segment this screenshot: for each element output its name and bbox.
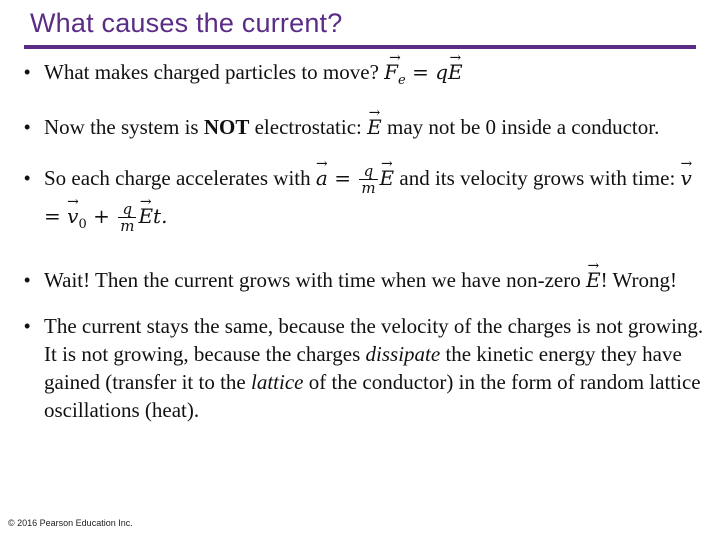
bullet-text: What makes charged particles to move? xyxy=(44,60,385,84)
velocity-equation: → v = → $v_0$ + $\frac{q}{m}$ → Et. xyxy=(44,166,692,228)
bullet-item-4 xyxy=(24,266,704,294)
bullet-item-5 xyxy=(24,312,704,424)
italic-lattice: lattice xyxy=(251,370,304,394)
bullet-icon: • xyxy=(24,270,31,290)
bullet-item-1 xyxy=(24,58,704,95)
field-symbol: → E xyxy=(367,115,382,139)
bullet-text: Now the system is xyxy=(44,115,204,139)
bullet-icon: • xyxy=(24,117,31,137)
bullet-text: The current stays the same, because the velocity of the charges is not growing. It is not growing, because the charges xyxy=(44,314,704,366)
bullet-text: may not be 0 inside a conductor. xyxy=(381,115,660,139)
bullet-text: Wait! Then the current grows with time when we have non-zero xyxy=(44,268,586,292)
copyright-footer: © 2016 Pearson Education Inc. xyxy=(8,518,133,528)
bullet-list xyxy=(24,58,704,424)
bullet-text: the kinetic energy they have gained (transfer it to the xyxy=(44,342,682,394)
bullet-text: So each charge accelerates with xyxy=(44,166,316,190)
bullet-icon: • xyxy=(24,62,31,82)
acceleration-equation: → a = $\frac{q}{m}$ → E xyxy=(316,166,394,190)
bullet-icon: • xyxy=(24,316,31,336)
bullet-item-2 xyxy=(24,113,704,141)
bold-not: NOT xyxy=(203,115,250,139)
bullet-text: and its velocity grows with time: xyxy=(394,166,681,190)
field-symbol: → E xyxy=(586,268,601,292)
bullet-text: ! Wrong! xyxy=(600,268,677,292)
italic-dissipate: dissipate xyxy=(365,342,441,366)
force-equation: → $F_e = q\to E$ xyxy=(384,60,463,84)
bullet-text: electrostatic: xyxy=(249,115,368,139)
bullet-icon: • xyxy=(24,168,31,188)
bullet-item-3 xyxy=(24,159,704,244)
slide-title: What causes the current? xyxy=(30,8,343,38)
title-divider xyxy=(24,45,696,49)
bullet-text: of the conductor) in the form of random lattice oscillations (heat). xyxy=(44,370,701,422)
